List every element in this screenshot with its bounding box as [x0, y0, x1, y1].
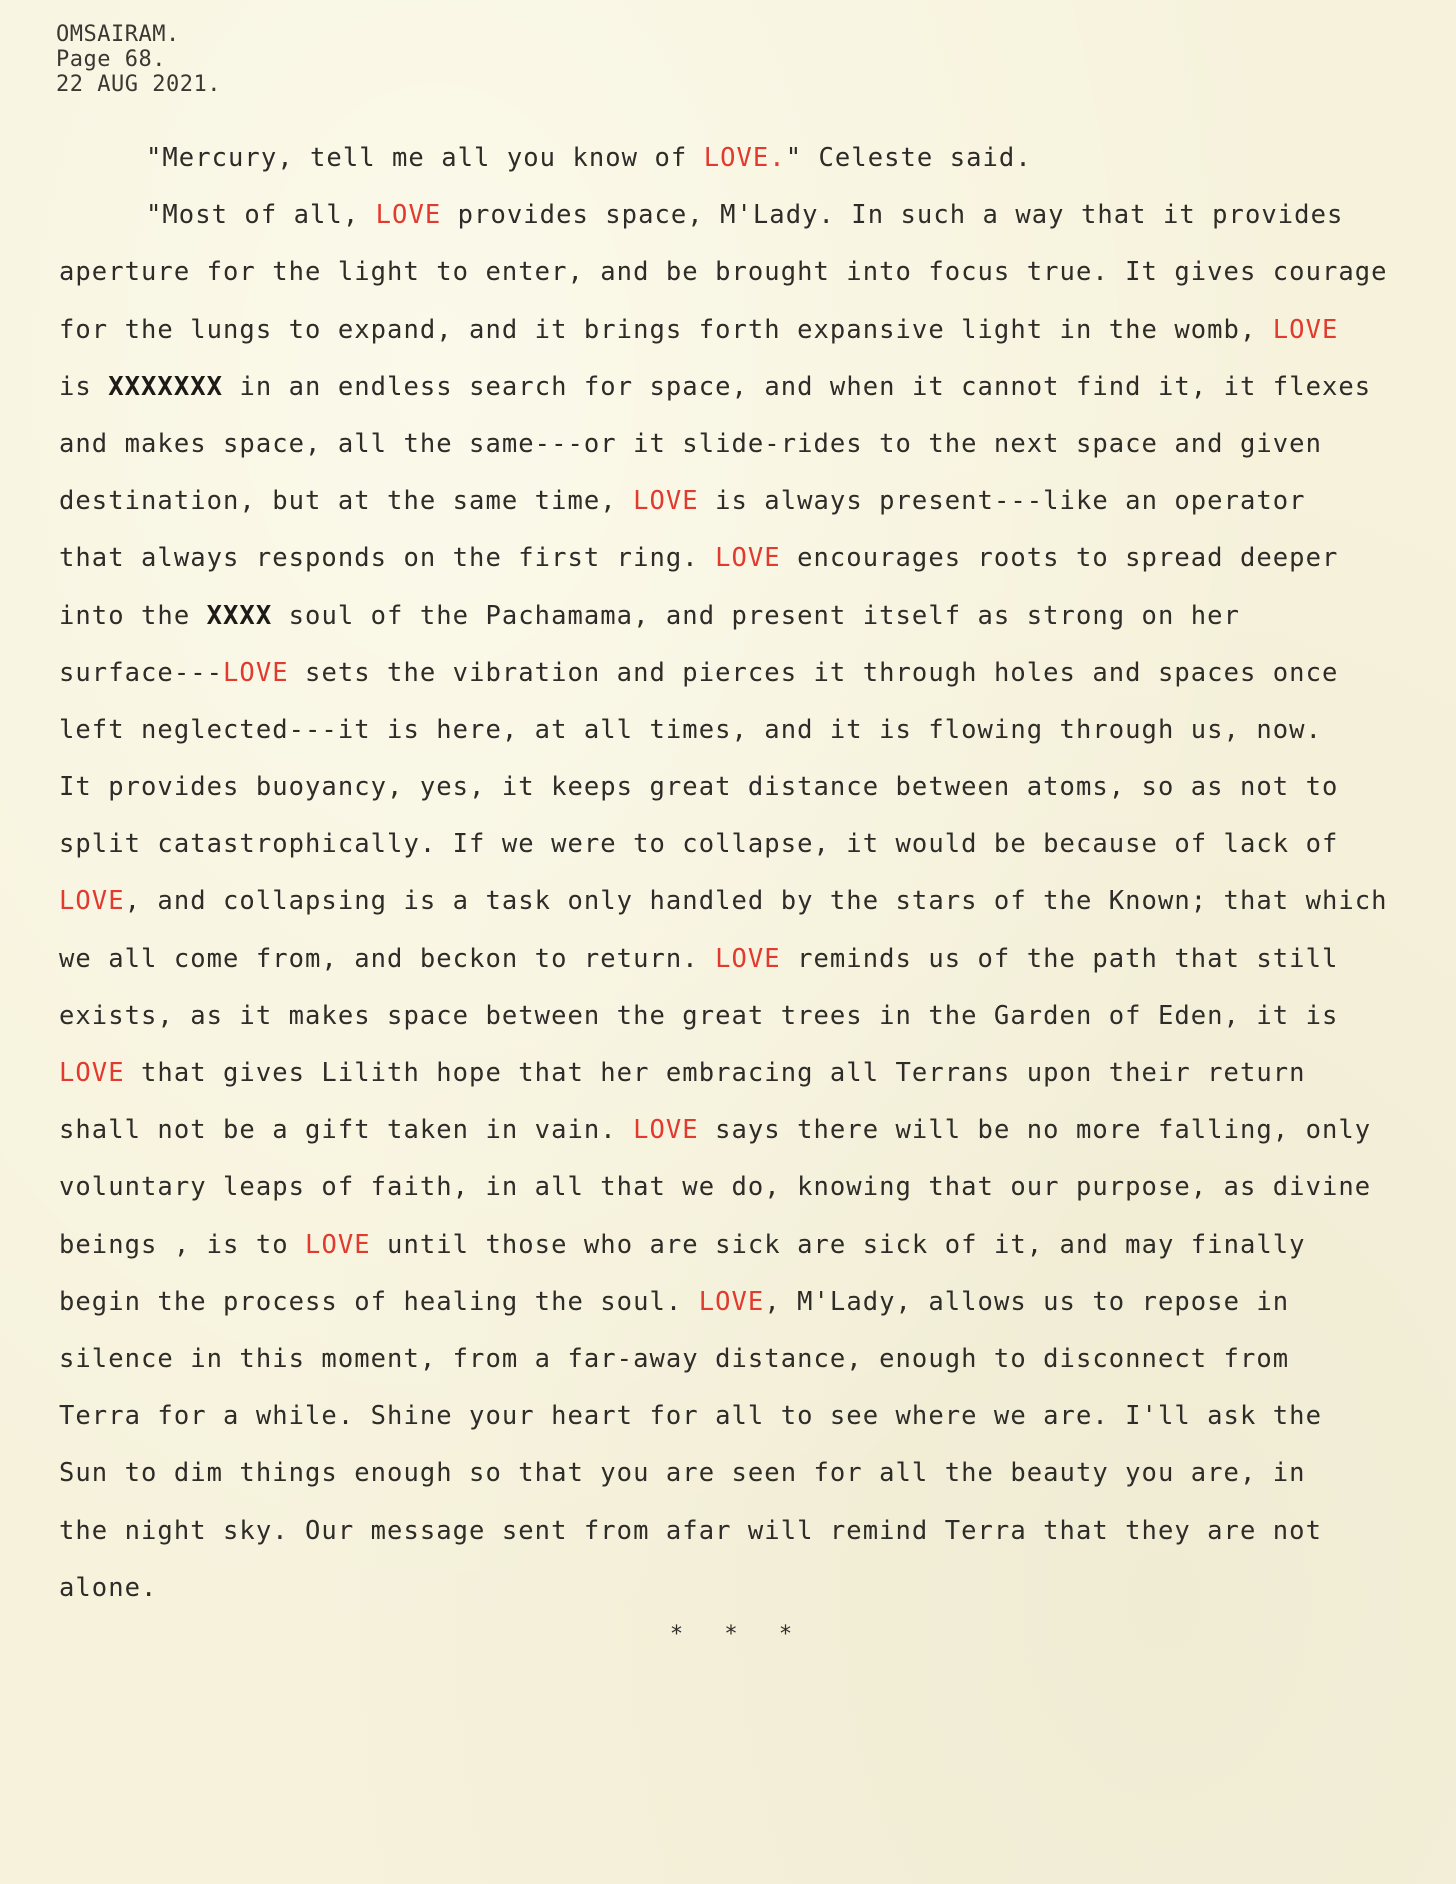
text-line — [59, 588, 1456, 645]
text-line — [59, 988, 1456, 1045]
text-segment: in an endless search for space, and when it cannot find it, it flexes — [223, 371, 1372, 402]
love-word: LOVE — [1272, 314, 1339, 345]
text-segment: that gives Lilith hope that her embracing all Terrans upon their return — [124, 1058, 1306, 1088]
text-line — [59, 359, 1456, 416]
text-segment: Sun to dim things enough so that you are seen for all the beauty you are, in — [59, 1458, 1306, 1489]
love-word: LOVE — [633, 486, 699, 517]
text-segment: begin the process of healing the soul. — [59, 1286, 699, 1317]
text-line — [59, 1217, 1456, 1274]
text-line — [59, 530, 1456, 587]
text-segment: sets the vibration and pierces it through holes and spaces once — [288, 657, 1339, 688]
text-line — [59, 645, 1456, 702]
page-header — [56, 22, 221, 97]
text-line — [59, 1503, 1456, 1560]
text-segment: and makes space, all the same---or it slide-rides to the next space and given — [59, 428, 1322, 459]
text-segment: aperture for the light to enter, and be brought into focus true. It gives courage — [59, 257, 1388, 288]
text-segment: split catastrophically. If we were to collapse, it would be because of lack of — [59, 829, 1339, 860]
love-word: LOVE — [715, 943, 781, 974]
text-segment: " Celeste said. — [785, 143, 1032, 173]
love-word: LOVE — [59, 1058, 125, 1088]
text-segment: says there will be no more falling, only — [698, 1115, 1372, 1146]
text-segment: for the lungs to expand, and it brings forth expansive light in the womb, — [59, 314, 1273, 345]
text-segment: shall not be a gift taken in vain. — [59, 1115, 634, 1146]
text-segment: left neglected---it is here, at all times, and it is flowing through us, now. — [59, 714, 1322, 745]
text-line — [59, 473, 1456, 530]
text-segment: , M'Lady, allows us to repose in — [764, 1286, 1290, 1317]
text-segment: surface--- — [59, 657, 224, 688]
text-line — [59, 931, 1456, 988]
text-line — [59, 416, 1456, 473]
text-line — [59, 1102, 1456, 1159]
text-segment: "Mercury, tell me all you know of — [146, 143, 704, 173]
text-segment: Terra for a while. Shine your heart for all to see where we are. I'll ask the — [59, 1401, 1322, 1432]
text-line — [59, 873, 1456, 930]
text-segment: that always responds on the first ring. — [59, 543, 716, 574]
struck-out-text: XXXX — [206, 600, 273, 631]
love-word: LOVE — [698, 1286, 765, 1317]
text-line — [59, 1560, 1456, 1617]
text-line — [59, 759, 1456, 816]
text-segment: provides space, M'Lady. In such a way that it provides — [441, 200, 1344, 231]
text-line — [59, 702, 1456, 759]
love-word: LOVE — [305, 1229, 371, 1260]
header-page-number: Page 68. — [56, 47, 166, 72]
text-line — [59, 1274, 1456, 1331]
text-line — [59, 1445, 1456, 1502]
struck-out-text: XXXXXXX — [108, 371, 224, 402]
text-segment: silence in this moment, from a far-away distance, enough to disconnect from — [59, 1343, 1290, 1374]
love-word: LOVE — [375, 200, 442, 231]
text-segment: destination, but at the same time, — [59, 486, 634, 517]
love-word: LOVE — [715, 543, 781, 574]
text-line — [59, 1331, 1456, 1388]
header-date: 22 AUG 2021. — [56, 72, 221, 97]
text-line — [59, 1159, 1456, 1216]
text-segment: we all come from, and beckon to return. — [59, 943, 716, 974]
text-segment: reminds us of the path that still — [780, 943, 1339, 974]
text-segment: encourages roots to spread deeper — [780, 543, 1339, 574]
text-line — [59, 130, 1456, 187]
text-segment: "Most of all, — [146, 200, 376, 231]
text-segment: is always present---like an operator — [698, 486, 1306, 517]
text-segment: voluntary leaps of faith, in all that we do, knowing that our purpose, as divine — [59, 1172, 1372, 1203]
text-line — [59, 1388, 1456, 1445]
text-line — [59, 302, 1456, 359]
text-segment: is — [59, 371, 109, 402]
text-segment: exists, as it makes space between the great trees in the Garden of Eden, it is — [59, 1000, 1339, 1031]
text-segment: the night sky. Our message sent from afar will remind Terra that they are not — [59, 1515, 1322, 1546]
love-word: LOVE — [223, 657, 289, 688]
text-segment: , and collapsing is a task only handled by the stars of the Known; that which — [124, 886, 1388, 917]
text-segment: into the — [59, 600, 207, 631]
text-segment: alone. — [59, 1572, 158, 1603]
text-line — [59, 244, 1456, 301]
text-segment: until those who are sick are sick of it, and may finally — [370, 1229, 1306, 1260]
text-segment: It provides buoyancy, yes, it keeps great distance between atoms, so as not to — [59, 772, 1339, 803]
love-word: LOVE — [59, 886, 125, 917]
header-title: OMSAIRAM. — [56, 22, 180, 47]
text-segment: beings , is to — [59, 1229, 306, 1260]
section-break: * * * — [669, 1622, 807, 1647]
love-word: LOVE. — [703, 143, 786, 173]
text-segment: soul of the Pachamama, and present itself as strong on her — [272, 600, 1240, 631]
body-text — [59, 130, 1456, 1617]
love-word: LOVE — [633, 1115, 699, 1146]
text-line — [59, 1045, 1456, 1102]
text-line — [59, 187, 1456, 244]
text-line — [59, 816, 1456, 873]
